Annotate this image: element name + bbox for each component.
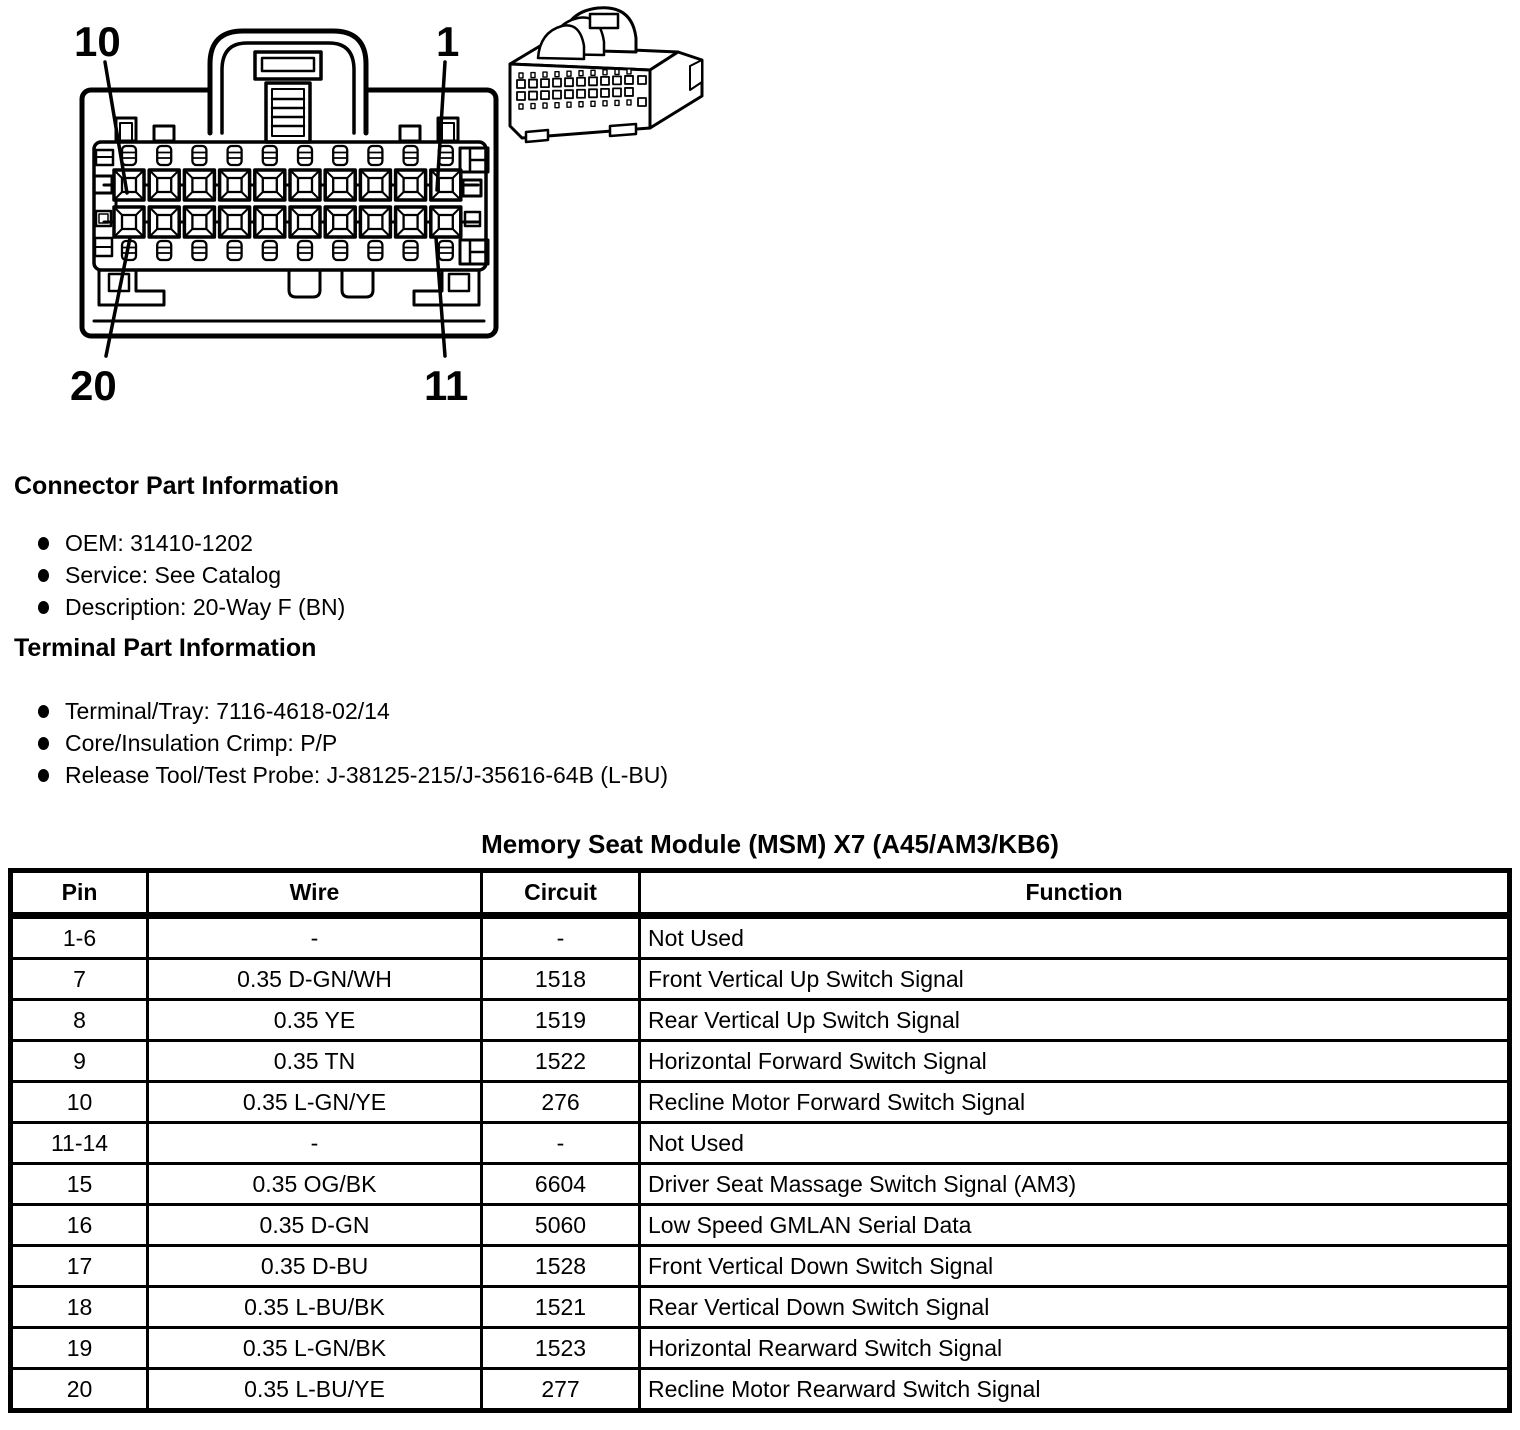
pin-callout-11: 11 — [424, 362, 469, 409]
wire-cell: 0.35 YE — [148, 1000, 482, 1041]
circuit-cell: 1522 — [482, 1041, 640, 1082]
wire-cell: 0.35 TN — [148, 1041, 482, 1082]
circuit-cell: 276 — [482, 1082, 640, 1123]
circuit-cell: 1523 — [482, 1328, 640, 1369]
table-row — [11, 1328, 1510, 1369]
table-row — [11, 1287, 1510, 1328]
function-cell: Horizontal Rearward Switch Signal — [640, 1328, 1510, 1369]
table-row — [11, 1246, 1510, 1287]
column-header-circuit: Circuit — [482, 871, 640, 916]
bullet-icon — [38, 537, 49, 550]
table-row — [11, 1123, 1510, 1164]
pin-cell: 17 — [11, 1246, 148, 1287]
pin-cell: 18 — [11, 1287, 148, 1328]
list-item — [14, 695, 668, 727]
circuit-cell: 1518 — [482, 959, 640, 1000]
release-tool-test-probe-value: Release Tool/Test Probe: J-38125-215/J-35616-64B (L-BU) — [65, 761, 669, 788]
connector-part-information-section — [14, 472, 345, 623]
function-cell: Horizontal Forward Switch Signal — [640, 1041, 1510, 1082]
wire-cell: 0.35 L-GN/BK — [148, 1328, 482, 1369]
function-cell: Front Vertical Up Switch Signal — [640, 959, 1510, 1000]
table-row — [11, 1164, 1510, 1205]
function-cell: Front Vertical Down Switch Signal — [640, 1246, 1510, 1287]
table-row — [11, 1205, 1510, 1246]
wire-cell: - — [148, 1123, 482, 1164]
pin-cell: 7 — [11, 959, 148, 1000]
function-cell: Recline Motor Rearward Switch Signal — [640, 1369, 1510, 1411]
connector-front-view-diagram — [8, 0, 508, 412]
circuit-cell: 1519 — [482, 1000, 640, 1041]
circuit-cell: 277 — [482, 1369, 640, 1411]
core-insulation-crimp-value: Core/Insulation Crimp: P/P — [65, 729, 338, 756]
pin-cell: 1-6 — [11, 916, 148, 959]
circuit-cell: - — [482, 1123, 640, 1164]
list-item — [14, 559, 345, 591]
pin-cell: 9 — [11, 1041, 148, 1082]
service-value: Service: See Catalog — [65, 561, 282, 588]
function-cell: Rear Vertical Down Switch Signal — [640, 1287, 1510, 1328]
table-row — [11, 1082, 1510, 1123]
connector-part-information-heading: Connector Part Information — [14, 472, 340, 500]
bullet-icon — [38, 769, 49, 782]
pin-cell: 8 — [11, 1000, 148, 1041]
circuit-cell: 5060 — [482, 1205, 640, 1246]
terminal-part-information-list — [14, 695, 668, 791]
terminal-part-information-section — [14, 634, 668, 791]
bullet-icon — [38, 737, 49, 750]
wire-cell: 0.35 D-GN/WH — [148, 959, 482, 1000]
list-item — [14, 591, 345, 623]
pin-callout-1: 1 — [436, 18, 460, 65]
list-item — [14, 527, 345, 559]
column-header-wire: Wire — [148, 871, 482, 916]
circuit-cell: 1521 — [482, 1287, 640, 1328]
function-cell: Driver Seat Massage Switch Signal (AM3) — [640, 1164, 1510, 1205]
column-header-function: Function — [640, 871, 1510, 916]
pin-cell: 10 — [11, 1082, 148, 1123]
pin-cell: 11-14 — [11, 1123, 148, 1164]
bullet-icon — [38, 601, 49, 614]
terminal-part-information-heading: Terminal Part Information — [14, 634, 317, 662]
connector-part-information-list — [14, 527, 345, 623]
circuit-cell: - — [482, 916, 640, 959]
bullet-icon — [38, 705, 49, 718]
pinout-table-container — [8, 868, 1512, 1413]
pin-callout-10: 10 — [74, 18, 121, 65]
function-cell: Recline Motor Forward Switch Signal — [640, 1082, 1510, 1123]
pin-callout-20: 20 — [70, 362, 117, 409]
column-header-pin: Pin — [11, 871, 148, 916]
table-title: Memory Seat Module (MSM) X7 (A45/AM3/KB6) — [481, 829, 1059, 859]
wire-cell: 0.35 OG/BK — [148, 1164, 482, 1205]
table-row — [11, 1000, 1510, 1041]
table-row — [11, 916, 1510, 959]
connector-3d-view — [502, 2, 717, 147]
description-value: Description: 20-Way F (BN) — [65, 593, 346, 620]
pinout-table — [8, 868, 1512, 1413]
list-item — [14, 759, 668, 791]
wire-cell: 0.35 D-GN — [148, 1205, 482, 1246]
pin-cell: 16 — [11, 1205, 148, 1246]
function-cell: Low Speed GMLAN Serial Data — [640, 1205, 1510, 1246]
function-cell: Not Used — [640, 1123, 1510, 1164]
pin-cell: 20 — [11, 1369, 148, 1411]
list-item — [14, 727, 668, 759]
function-cell: Rear Vertical Up Switch Signal — [640, 1000, 1510, 1041]
bullet-icon — [38, 569, 49, 582]
wire-cell: 0.35 D-BU — [148, 1246, 482, 1287]
wire-cell: 0.35 L-GN/YE — [148, 1082, 482, 1123]
wire-cell: - — [148, 916, 482, 959]
function-cell: Not Used — [640, 916, 1510, 959]
table-header-row — [11, 871, 1510, 916]
wire-cell: 0.35 L-BU/YE — [148, 1369, 482, 1411]
pin-cell: 15 — [11, 1164, 148, 1205]
circuit-cell: 1528 — [482, 1246, 640, 1287]
circuit-cell: 6604 — [482, 1164, 640, 1205]
table-row — [11, 959, 1510, 1000]
oem-value: OEM: 31410-1202 — [65, 529, 253, 556]
wire-cell: 0.35 L-BU/BK — [148, 1287, 482, 1328]
terminal-tray-value: Terminal/Tray: 7116-4618-02/14 — [65, 697, 390, 724]
terminal-pin-grid — [114, 146, 461, 260]
pin-cell: 19 — [11, 1328, 148, 1369]
table-row — [11, 1041, 1510, 1082]
table-row — [11, 1369, 1510, 1411]
